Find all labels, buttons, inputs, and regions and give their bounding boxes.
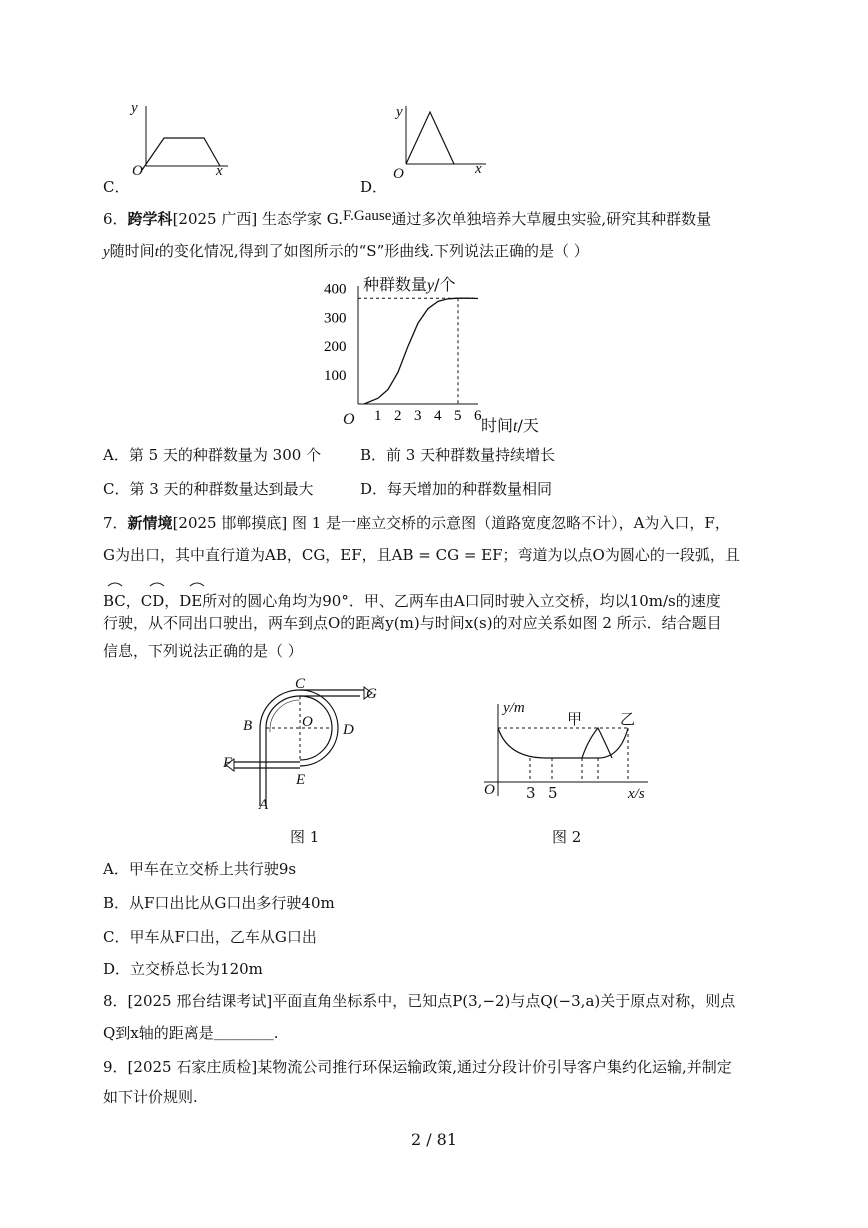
x-label-text: 时间 bbox=[481, 416, 514, 435]
q7-option-b: B．从F口出比从G口出多行驶40m bbox=[103, 894, 335, 912]
y-tick-label: 100 bbox=[324, 368, 347, 385]
x-tick-label: 3 bbox=[414, 408, 422, 424]
q9-line-2: 如下计价规则. bbox=[103, 1088, 198, 1106]
y-tick-label: 300 bbox=[324, 310, 347, 327]
q7-line-4: 行驶，从不同出口驶出，两车到点O的距离y(m)与时间x(s)的对应关系如图 2 所示．结合题目 bbox=[103, 614, 722, 632]
q7-line-5: 信息，下列说法正确的是（ ） bbox=[103, 642, 303, 660]
q6-option-b: B．前 3 天种群数量持续增长 bbox=[360, 446, 556, 464]
q7-option-c: C．甲车从F口出，乙车从G口出 bbox=[103, 928, 317, 946]
q6-tag: 跨学科 bbox=[127, 210, 173, 228]
fig1-label-g: G bbox=[366, 686, 377, 702]
fig2-car-yi: 乙 bbox=[620, 710, 636, 728]
fig1-label-c: C bbox=[295, 676, 306, 692]
x-tick-label: 4 bbox=[434, 408, 442, 424]
q6-var-t: t bbox=[154, 244, 159, 260]
q7-line-1 bbox=[103, 512, 730, 534]
x-tick-label: 6 bbox=[474, 408, 482, 424]
q7-tag: 新情境 bbox=[127, 514, 173, 532]
fig2-y-label: y/m bbox=[503, 700, 525, 716]
q7-number: 7． bbox=[103, 514, 128, 532]
option-c-label: C． bbox=[103, 178, 130, 196]
y-label-var: y bbox=[427, 277, 435, 294]
fig2-car-jia: 甲 bbox=[567, 710, 583, 728]
fig1-label-d: D bbox=[343, 722, 354, 738]
fig2-caption: 图 2 bbox=[552, 828, 582, 846]
c-x-label: x bbox=[216, 163, 223, 179]
chart-origin: O bbox=[343, 411, 355, 428]
fig2-x-label: x/s bbox=[628, 786, 645, 802]
y-label-text: 种群数量 bbox=[363, 275, 428, 294]
d-origin: O bbox=[393, 166, 404, 182]
chart-y-label bbox=[363, 272, 456, 295]
x-tick-label: 2 bbox=[394, 408, 402, 424]
x-label-unit: /天 bbox=[517, 416, 539, 435]
fig1-label-f: F bbox=[223, 755, 233, 771]
q6-text-b: F.Gause bbox=[342, 208, 392, 224]
fig1-label-e: E bbox=[296, 772, 306, 788]
page-number: 2 / 81 bbox=[410, 1130, 458, 1149]
chart-x-label bbox=[481, 413, 539, 436]
d-y-label: y bbox=[396, 104, 403, 120]
q7-line-3: BC，CD，DE所对的圆心角均为90°．甲、乙两车由A口同时驶入立交桥，均以10m/s的速度 bbox=[103, 592, 721, 610]
s-curve-series bbox=[364, 298, 478, 404]
fig2-origin: O bbox=[484, 782, 495, 798]
q6-text-a: 生态学家 G. bbox=[262, 210, 343, 228]
q6-text-c: 通过多次单独培养大草履虫实验,研究其种群数量 bbox=[391, 210, 712, 228]
trapezoid-curve bbox=[142, 138, 220, 170]
fig1-label-o: O bbox=[302, 714, 313, 730]
q8-line-2: Q到x轴的距离是＿＿＿＿. bbox=[103, 1024, 279, 1042]
y-label-unit: /个 bbox=[434, 275, 456, 294]
q6-option-d: D．每天增加的种群数量相同 bbox=[360, 480, 553, 498]
q7-text-1: 图 1 是一座立交桥的示意图（道路宽度忽略不计），A为入口，F， bbox=[292, 514, 730, 532]
fig2-tick-5: 5 bbox=[548, 784, 558, 802]
q7-source: [2025 邯郸摸底] bbox=[172, 514, 288, 532]
x-label-var: t bbox=[513, 418, 518, 435]
interchange-figure bbox=[220, 676, 390, 822]
q6-line-1 bbox=[103, 208, 711, 231]
triangle-curve bbox=[406, 112, 454, 164]
q6-option-c: C．第 3 天的种群数量达到最大 bbox=[103, 480, 314, 498]
fig2-tick-3: 3 bbox=[526, 784, 536, 802]
q6-var-y: y bbox=[103, 244, 110, 260]
q7-option-d: D．立交桥总长为120m bbox=[103, 960, 263, 978]
q7-line-2: G为出口，其中直行道为AB，CG，EF，且AB = CG = EF；弯道为以点O为圆心的一段弧，且 bbox=[103, 546, 740, 564]
q7-option-a: A．甲车在立交桥上共行驶9s bbox=[103, 860, 297, 878]
y-tick-label: 400 bbox=[324, 281, 347, 298]
option-d-label: D． bbox=[360, 178, 388, 196]
fig1-caption: 图 1 bbox=[290, 828, 320, 846]
fig1-label-b: B bbox=[243, 718, 253, 734]
y-tick-label: 200 bbox=[324, 339, 347, 356]
d-x-label: x bbox=[475, 161, 482, 177]
q6-text-d: 随时间 bbox=[109, 242, 155, 260]
q8-line-1: 8．[2025 邢台结课考试]平面直角坐标系中，已知点P(3,−2)与点Q(−3,a)关于原点对称，则点 bbox=[103, 992, 736, 1010]
q6-option-a: A．第 5 天的种群数量为 300 个 bbox=[103, 446, 322, 464]
x-tick-label: 1 bbox=[374, 408, 382, 424]
fig1-label-a: A bbox=[259, 797, 269, 813]
q9-line-1: 9．[2025 石家庄质检]某物流公司推行环保运输政策,通过分段计价引导客户集约化运输,并制定 bbox=[103, 1058, 732, 1076]
q6-number: 6． bbox=[103, 210, 128, 228]
q6-text-e: 的变化情况,得到了如图所示的“S”形曲线.下列说法正确的是（ ） bbox=[158, 242, 589, 260]
q6-line-2 bbox=[103, 240, 589, 263]
c-y-label: y bbox=[131, 100, 138, 116]
q6-source: [2025 广西] bbox=[172, 210, 258, 228]
c-origin: O bbox=[132, 163, 143, 179]
x-tick-label: 5 bbox=[454, 408, 462, 424]
